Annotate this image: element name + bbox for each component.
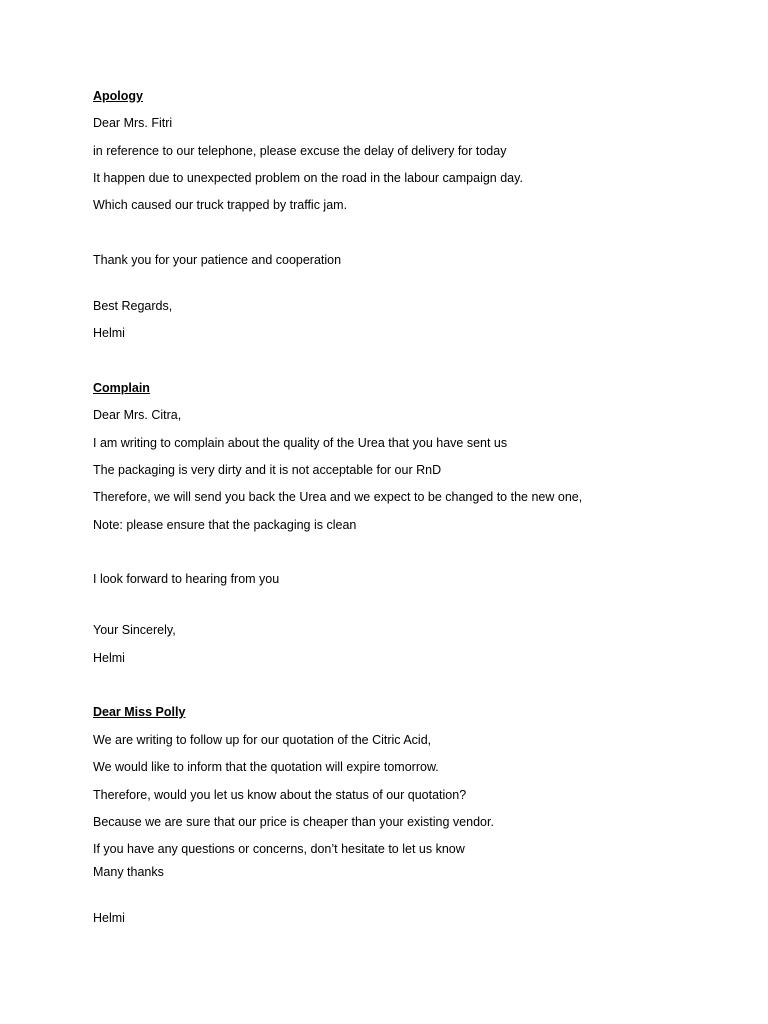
complain-followup: I look forward to hearing from you	[93, 572, 280, 586]
apology-body-line: in reference to our telephone, please excuse the delay of delivery for today	[93, 144, 507, 158]
apology-signature: Helmi	[93, 326, 125, 340]
apology-body-line: Which caused our truck trapped by traffic jam.	[93, 198, 348, 212]
followup-body-line: If you have any questions or concerns, don’t hesitate to let us know	[93, 842, 465, 856]
complain-heading: Complain	[93, 381, 150, 395]
apology-heading: Apology	[93, 89, 143, 103]
complain-note: Note: please ensure that the packaging is clean	[93, 518, 357, 532]
complain-closing: Your Sincerely,	[93, 623, 176, 637]
followup-body-line: Because we are sure that our price is cheaper than your existing vendor.	[93, 815, 494, 829]
followup-signature: Helmi	[93, 911, 125, 925]
followup-heading: Dear Miss Polly	[93, 705, 186, 719]
apology-salutation: Dear Mrs. Fitri	[93, 116, 173, 130]
followup-body-line: We are writing to follow up for our quotation of the Citric Acid,	[93, 733, 432, 747]
apology-thanks: Thank you for your patience and cooperation	[93, 253, 342, 267]
complain-salutation: Dear Mrs. Citra,	[93, 408, 182, 422]
followup-body-line: We would like to inform that the quotation will expire tomorrow.	[93, 760, 439, 774]
complain-signature: Helmi	[93, 651, 125, 665]
followup-closing: Many thanks	[93, 865, 164, 879]
complain-body-line: Therefore, we will send you back the Urea and we expect to be changed to the new one,	[93, 490, 583, 504]
apology-closing: Best Regards,	[93, 299, 173, 313]
apology-body-line: It happen due to unexpected problem on the road in the labour campaign day.	[93, 171, 523, 185]
complain-body-line: I am writing to complain about the quality of the Urea that you have sent us	[93, 436, 508, 450]
complain-body-line: The packaging is very dirty and it is not acceptable for our RnD	[93, 463, 442, 477]
followup-body-line: Therefore, would you let us know about the status of our quotation?	[93, 788, 467, 802]
